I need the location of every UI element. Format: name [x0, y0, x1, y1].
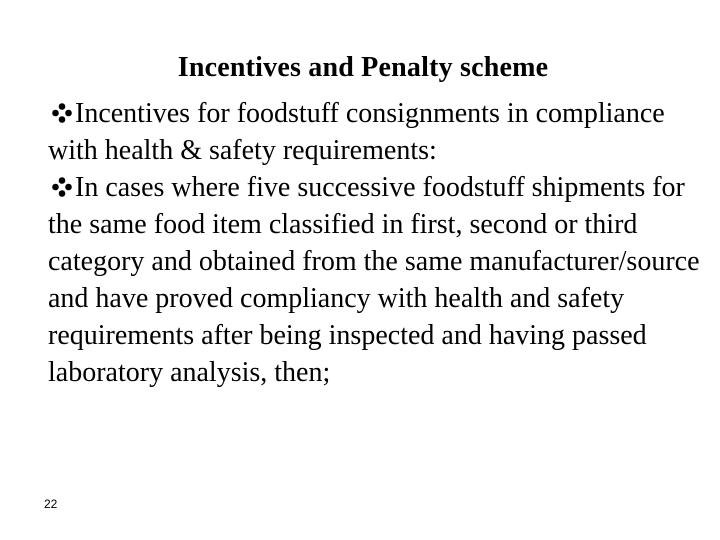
slide-body — [48, 95, 708, 391]
bullet-paragraph-incentives — [48, 95, 708, 169]
paragraph-text: In cases where five successive foodstuff shipments for the same food item classified in first, second or third category and obtained from the same manufacturer/source and have proved compliancy with health and safety requirements after being inspected and having passed laboratory analysis, then; — [48, 172, 700, 388]
slide-title: Incentives and Penalty scheme — [177, 52, 549, 83]
diamond-dots-bullet-icon — [52, 177, 72, 197]
diamond-dots-bullet-icon — [52, 103, 72, 123]
bullet-paragraph-cases — [48, 169, 708, 391]
paragraph-text: Incentives for foodstuff consignments in compliance with health & safety requirements: — [48, 98, 665, 166]
page-number: 22 — [44, 497, 58, 511]
